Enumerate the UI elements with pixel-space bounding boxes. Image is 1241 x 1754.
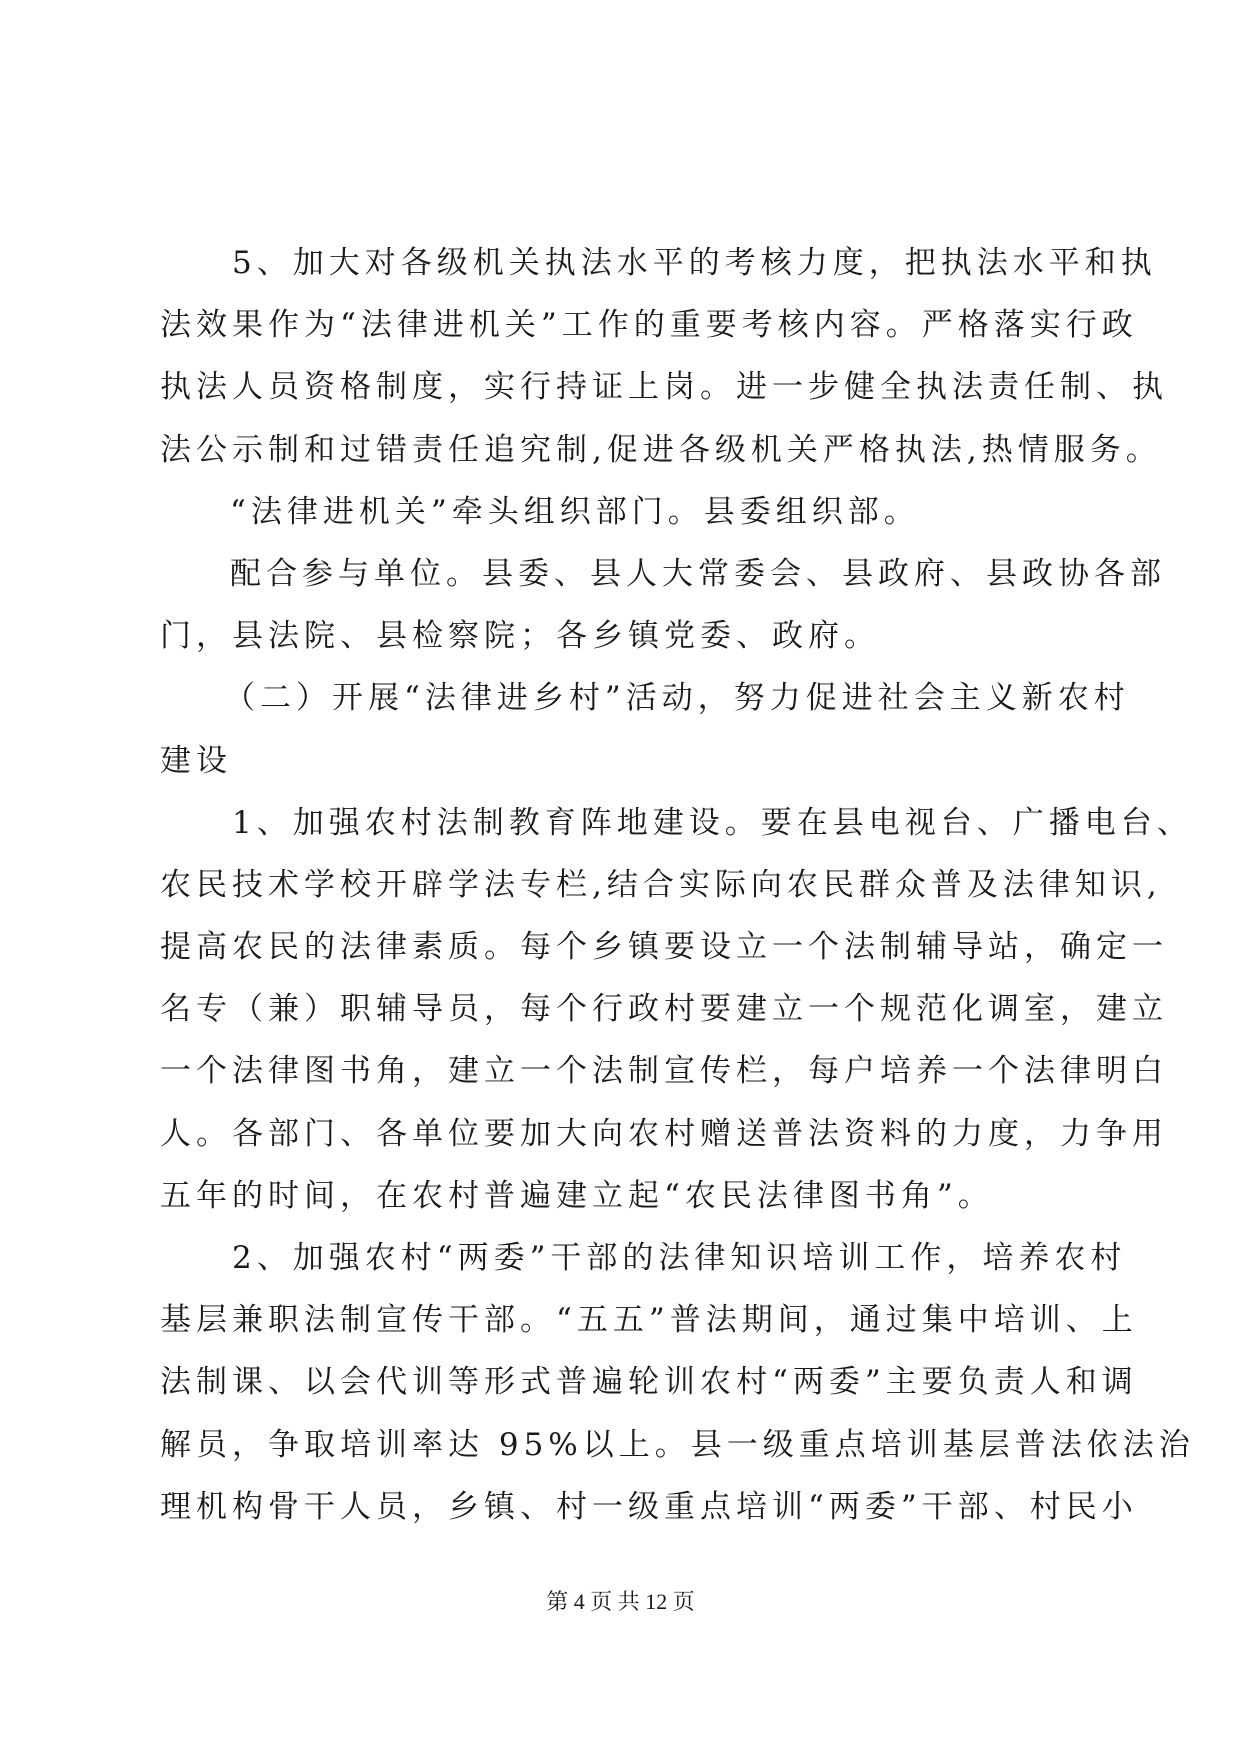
text-line: 5、加大对各级机关执法水平的考核力度，把执法水平和执 <box>232 245 1157 281</box>
text-line: 解员，争取培训率达 95%以上。县一级重点培训基层普法依法治 <box>160 1426 1195 1463</box>
text-line: 五年的时间，在农村普遍建立起“农民法律图书角”。 <box>160 1177 994 1214</box>
text-line: 一个法律图书角，建立一个法制宣传栏，每户培养一个法律明白 <box>160 1053 1168 1090</box>
text-line: 门，县法院、县检察院；各乡镇党委、政府。 <box>160 618 880 655</box>
text-line: 配合参与单位。县委、县人大常委会、县政府、县政协各部 <box>230 555 1166 592</box>
text-line: 理机构骨干人员，乡镇、村一级重点培训“两委”干部、村民小 <box>160 1488 1138 1525</box>
section-heading: （二）开展“法律进乡村”活动，努力促进社会主义新农村 <box>224 680 1130 717</box>
text-line: 提高农民的法律素质。每个乡镇要设立一个法制辅导站，确定一 <box>160 929 1168 966</box>
text-line: 法效果作为“法律进机关”工作的重要考核内容。严格落实行政 <box>160 307 1138 344</box>
document-body <box>160 232 1195 1538</box>
text-line: 1、加强农村法制教育阵地建设。要在县电视台、广播电台、 <box>232 804 1193 841</box>
text-line: 农民技术学校开辟学法专栏,结合实际向农民群众普及法律知识, <box>160 866 1162 903</box>
section-heading: 建设 <box>160 742 232 779</box>
text-line: 法制课、以会代训等形式普遍轮训农村“两委”主要负责人和调 <box>160 1364 1138 1401</box>
text-line: 2、加强农村“两委”干部的法律知识培训工作，培养农村 <box>232 1240 1127 1276</box>
text-line: 法公示制和过错责任追究制,促进各级机关严格执法,热情服务。 <box>160 431 1162 468</box>
text-line: 人。各部门、各单位要加大向农村赠送普法资料的力度，力争用 <box>160 1115 1168 1152</box>
text-line: “法律进机关”牵头组织部门。县委组织部。 <box>230 493 920 530</box>
text-line: 执法人员资格制度，实行持证上岗。进一步健全执法责任制、执 <box>160 369 1168 406</box>
text-line: 基层兼职法制宣传干部。“五五”普法期间，通过集中培训、上 <box>160 1302 1138 1339</box>
page-number: 第 4 页 共 12 页 <box>546 1589 695 1614</box>
text-line: 名专（兼）职辅导员，每个行政村要建立一个规范化调室，建立 <box>160 991 1168 1028</box>
